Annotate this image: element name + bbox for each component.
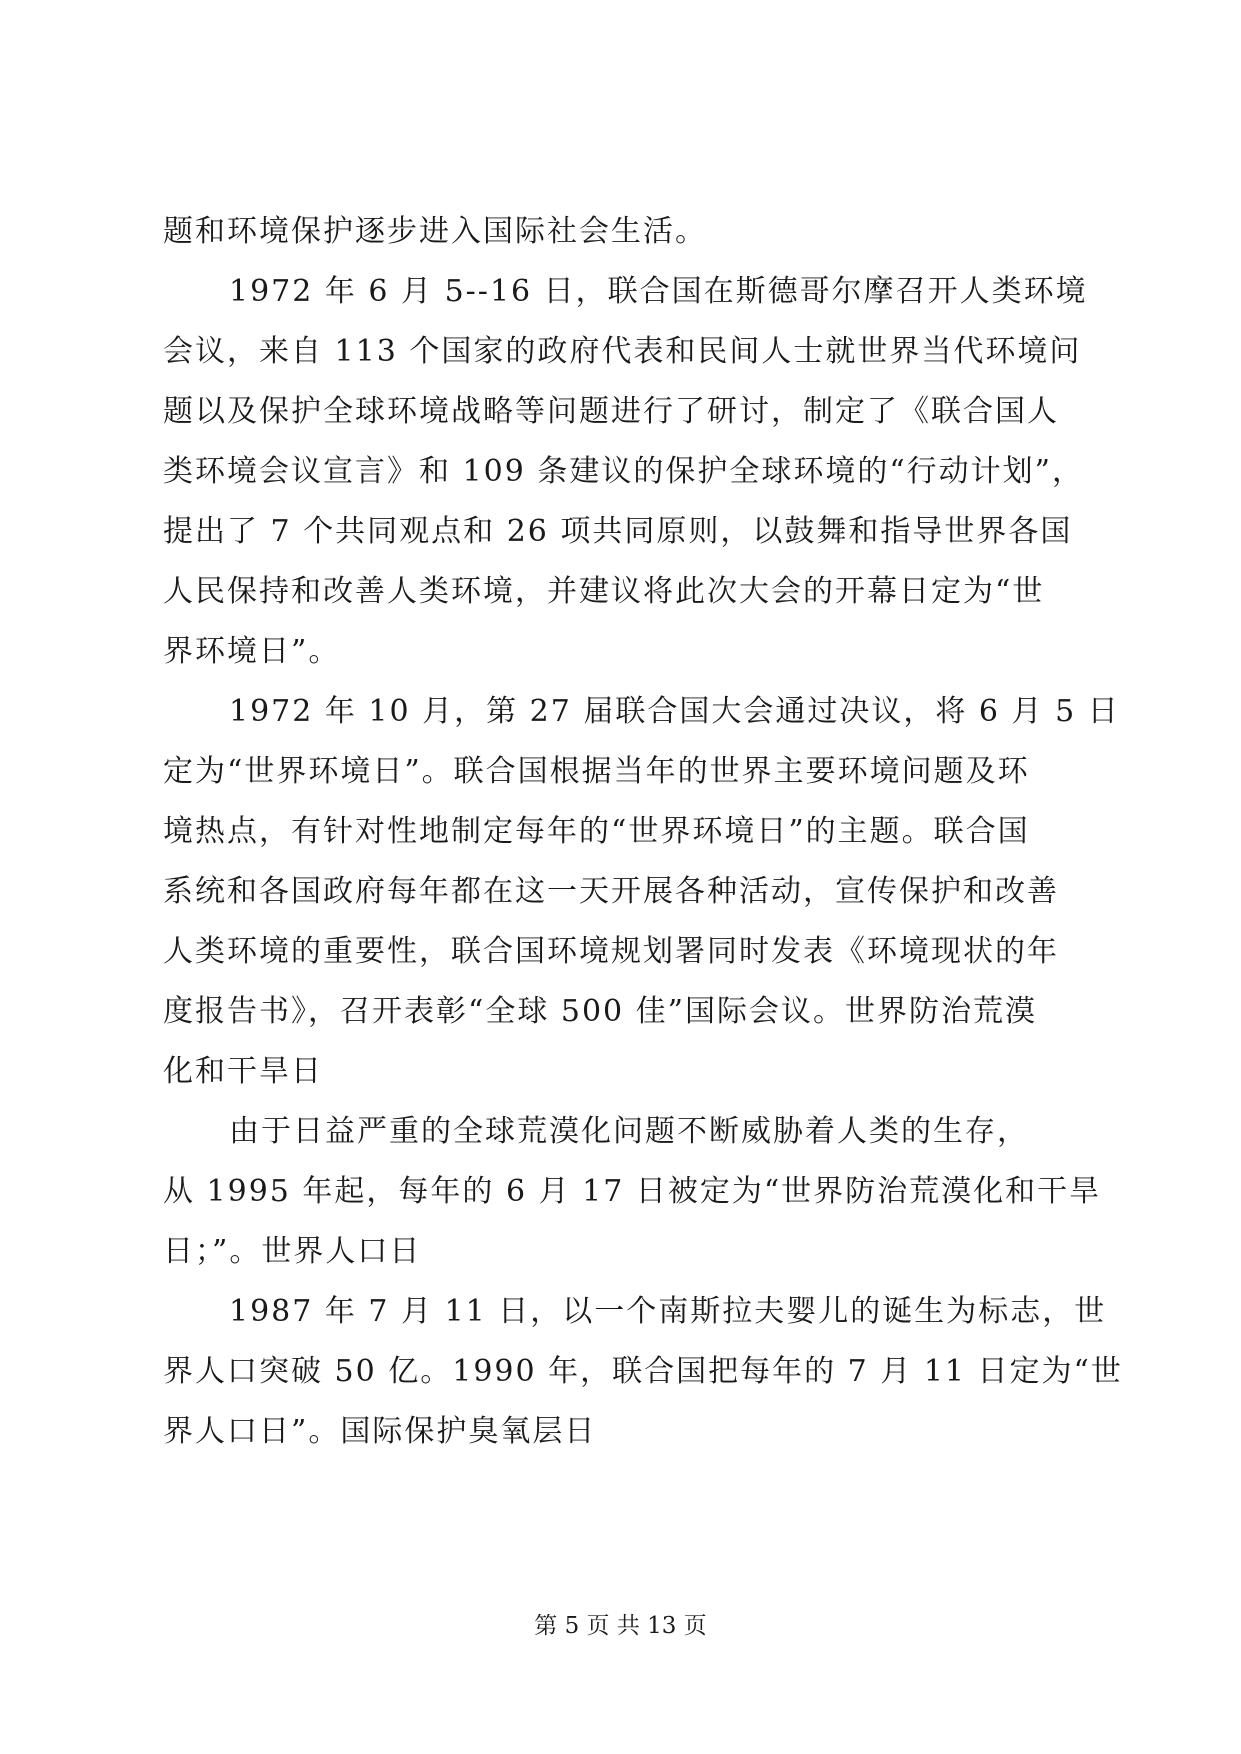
text-line: 定为“世界环境日”。联合国根据当年的世界主要环境问题及环 xyxy=(163,754,1030,789)
text-line: 从 1995 年起，每年的 6 月 17 日被定为“世界防治荒漠化和干旱 xyxy=(163,1174,1102,1209)
text-line: 题和环境保护逐步进入国际社会生活。 xyxy=(163,214,707,249)
text-line: 人类环境的重要性，联合国环境规划署同时发表《环境现状的年 xyxy=(163,934,1059,969)
text-line: 系统和各国政府每年都在这一天开展各种活动，宣传保护和改善 xyxy=(163,874,1059,909)
text-line: 1972 年 6 月 5--16 日，联合国在斯德哥尔摩召开人类环境 xyxy=(229,274,1088,309)
text-line: 由于日益严重的全球荒漠化问题不断威胁着人类的生存， xyxy=(229,1114,1029,1149)
text-line: 会议，来自 113 个国家的政府代表和民间人士就世界当代环境问 xyxy=(163,334,1082,369)
text-line: 界人口日”。国际保护臭氧层日 xyxy=(163,1414,597,1449)
text-line: 境热点，有针对性地制定每年的“世界环境日”的主题。联合国 xyxy=(163,814,1030,849)
text-line: 日；”。世界人口日 xyxy=(163,1234,422,1269)
text-line: 化和干旱日 xyxy=(163,1054,323,1089)
text-line: 度报告书》，召开表彰“全球 500 佳”国际会议。世界防治荒漠 xyxy=(163,994,1038,1029)
text-line: 题以及保护全球环境战略等问题进行了研讨，制定了《联合国人 xyxy=(163,394,1059,429)
text-line: 界人口突破 50 亿。1990 年，联合国把每年的 7 月 11 日定为“世 xyxy=(163,1354,1123,1389)
text-line: 1972 年 10 月，第 27 届联合国大会通过决议，将 6 月 5 日 xyxy=(229,694,1120,729)
text-line: 提出了 7 个共同观点和 26 项共同原则，以鼓舞和指导世界各国 xyxy=(163,514,1073,549)
text-line: 1987 年 7 月 11 日，以一个南斯拉夫婴儿的诞生为标志，世 xyxy=(229,1294,1107,1329)
text-line: 类环境会议宣言》和 109 条建议的保护全球环境的“行动计划”， xyxy=(163,454,1085,489)
document-body xyxy=(163,205,1123,1465)
text-line: 人民保持和改善人类环境，并建议将此次大会的开幕日定为“世 xyxy=(163,574,1045,609)
page-footer: 第 5 页 共 13 页 xyxy=(534,1613,707,1639)
text-line: 界环境日”。 xyxy=(163,634,341,669)
